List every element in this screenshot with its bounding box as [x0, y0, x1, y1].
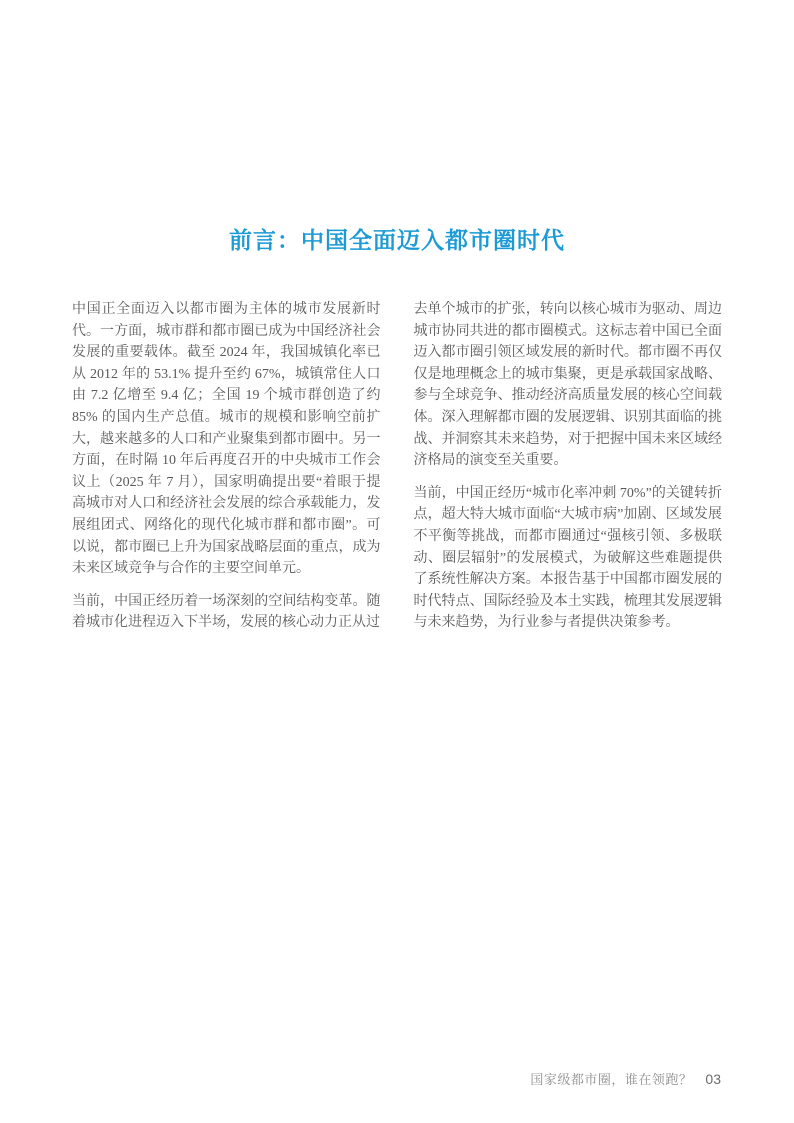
- paragraph-right-2: 当前，中国正经历“城市化率冲刺 70%”的关键转折点，超大特大城市面临“大城市病”加剧、区域发展不平衡等挑战，而都市圈通过“强核引领、多极联动、圈层辐射”的发展模式，为破解这些难题提供了系统性解决方案。本报告基于中国都市圈发展的时代特点、国际经验及本土实践，梳理其发展逻辑与未来趋势，为行业参与者提供决策参考。: [413, 485, 722, 631]
- page-title: 前言：中国全面迈入都市圈时代: [229, 227, 565, 253]
- two-column-body: [72, 299, 722, 645]
- page-footer: [530, 1069, 721, 1088]
- paragraph-left-2: 当前，中国正经历着一场深刻的空间结构变革。随着城市化进程迈入下半场，发展的核心动力正从过: [72, 593, 381, 631]
- footer-page-number: 03: [705, 1071, 721, 1087]
- paragraph-right-1: 去单个城市的扩张，转向以核心城市为驱动、周边城市协同共进的都市圈模式。这标志着中国已全面迈入都市圈引领区域发展的新时代。都市圈不再仅仅是地理概念上的城市集聚，更是承载国家战略、参与全球竞争、推动经济高质量发展的核心空间载体。深入理解都市圈的发展逻辑、识别其面临的挑战、并洞察其未来趋势，对于把握中国未来区域经济格局的演变至关重要。: [413, 302, 722, 469]
- left-column: [72, 299, 381, 645]
- footer-report-title: 国家级都市圈，谁在领跑？: [530, 1072, 693, 1087]
- right-column: [414, 299, 723, 645]
- paragraph-left-1: 中国正全面迈入以都市圈为主体的城市发展新时代。一方面，城市群和都市圈已成为中国经济社会发展的重要载体。截至 2024 年，我国城镇化率已从 2012 年的 53.1% 提升至约 67%，城镇常住人口由 7.2 亿增至 9.4 亿；全国 19 个城市群创造了约 85% 的国内生产总值。城市的规模和影响空前扩大，越来越多的人口和产业聚集到都市圈中。另一方面，在时隔 10 年后再度召开的中央城市工作会议上（2025 年 7 月），国家明确提出要“着眼于提高城市对人口和经济社会发展的综合承载能力，发展组团式、网络化的现代化城市群和都市圈”。可以说，都市圈已上升为国家战略层面的重点，成为未来区域竞争与合作的主要空间单元。: [72, 302, 381, 577]
